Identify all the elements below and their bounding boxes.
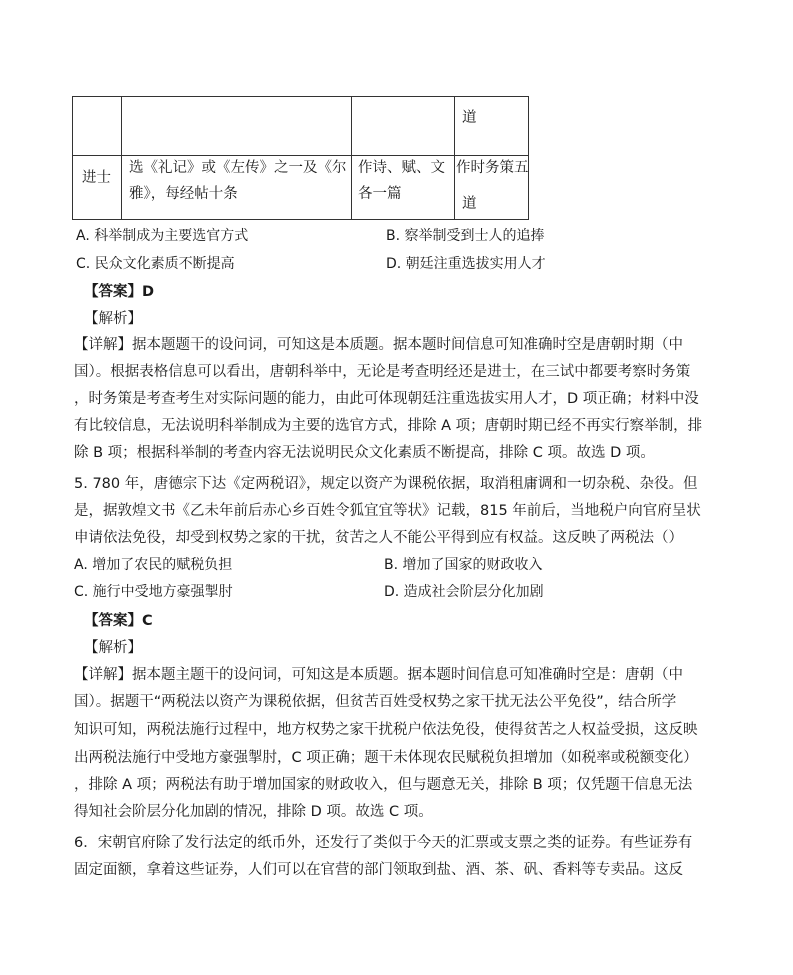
detail-line: 得知社会阶层分化加剧的情况，排除 D 项。故选 C 项。 [74,804,433,820]
answer-label: 【答案】C [84,613,153,629]
table-cell [72,96,122,156]
exam-table [72,96,529,220]
detail-line: 出两税法施行中受地方豪强掣肘，C 项正确；题干未体现农民赋税负担增加（如税率或税额变化） [74,750,698,766]
option-b: B. 增加了国家的财政收入 [384,557,543,573]
question-stem: 6．宋朝官府除了发行法定的纸币外，还发行了类似于今天的汇票或支票之类的证券。有些证券有 [74,835,693,851]
answer-label: 【答案】D [84,284,155,300]
option-d: D. 造成社会阶层分化加剧 [384,584,544,600]
detail-line: ，时务策是考查考生对实际问题的能力，由此可体现朝廷注重选拔实用人才，D 项正确；材料中没 [74,391,699,407]
detail-line: 有比较信息，无法说明科举制成为主要的选官方式，排除 A 项；唐朝时期已经不再实行察举制，排 [74,418,703,434]
detail-line: ，排除 A 项；两税法有助于增加国家的财政收入，但与题意无关，排除 B 项；仅凭题干信息无法 [74,777,693,793]
table-cell [351,96,455,156]
cell-text: 选《礼记》或《左传》之一及《尔 [129,160,347,176]
option-a: A. 科举制成为主要选官方式 [76,228,249,244]
option-a: A. 增加了农民的赋税负担 [74,557,233,573]
cell-text: 作诗、赋、文 [358,160,445,176]
cell-text: 进士 [82,170,111,186]
cell-text: 雅》，每经帖十条 [129,186,238,202]
option-c: C. 民众文化素质不断提高 [76,256,235,272]
detail-line: 知识可知，两税法施行过程中，地方权势之家干扰税户依法免役，使得贫苦之人权益受损，这反映 [74,722,698,738]
question-stem: 5. 780 年，唐德宗下达《定两税诏》，规定以资产为课税依据，取消租庸调和一切杂税、杂役。但 [74,476,698,492]
detail-line: 国）。根据表格信息可以看出，唐朝科举中，无论是考查明经还是进士，在三试中都要考察时务策 [74,364,691,380]
table-cell [121,96,352,156]
detail-line: 【详解】据本题题干的设问词，可知这是本质题。据本题时间信息可知准确时空是唐朝时期（中 [74,337,683,353]
table-cell [72,155,122,220]
question-stem: 固定面额，拿着这些证券，人们可以在官营的部门领取到盐、酒、茶、矾、香料等专卖品。这反 [74,862,683,878]
cell-text: 道 [462,196,477,212]
analysis-label: 【解析】 [84,640,142,656]
analysis-label: 【解析】 [84,311,142,327]
detail-line: 国）。据题干“两税法以资产为课税依据，但贫苦百姓受权势之家干扰无法公平免役”，结合所学 [74,694,677,710]
option-c: C. 施行中受地方豪强掣肘 [74,584,233,600]
detail-line: 除 B 项；根据科举制的考查内容无法说明民众文化素质不断提高，排除 C 项。故选 D 项。 [74,445,655,461]
question-stem: 申请依法免役，却受到权势之家的干扰，贫苦之人不能公平得到应有权益。这反映了两税法（） [74,530,683,546]
option-b: B. 察举制受到士人的追捧 [386,228,545,244]
cell-text: 作时务策五 [456,160,529,176]
detail-line: 【详解】据本题主题干的设问词，可知这是本质题。据本题时间信息可知准确时空是：唐朝（中 [74,667,683,683]
cell-text: 各一篇 [358,186,402,202]
question-stem: 是，据敦煌文书《乙未年前后赤心乡百姓令狐宜宜等状》记载，815 年前后，当地税户向官府呈状 [74,503,701,519]
cell-text: 道 [462,110,477,126]
option-d: D. 朝廷注重选拔实用人才 [386,256,546,272]
